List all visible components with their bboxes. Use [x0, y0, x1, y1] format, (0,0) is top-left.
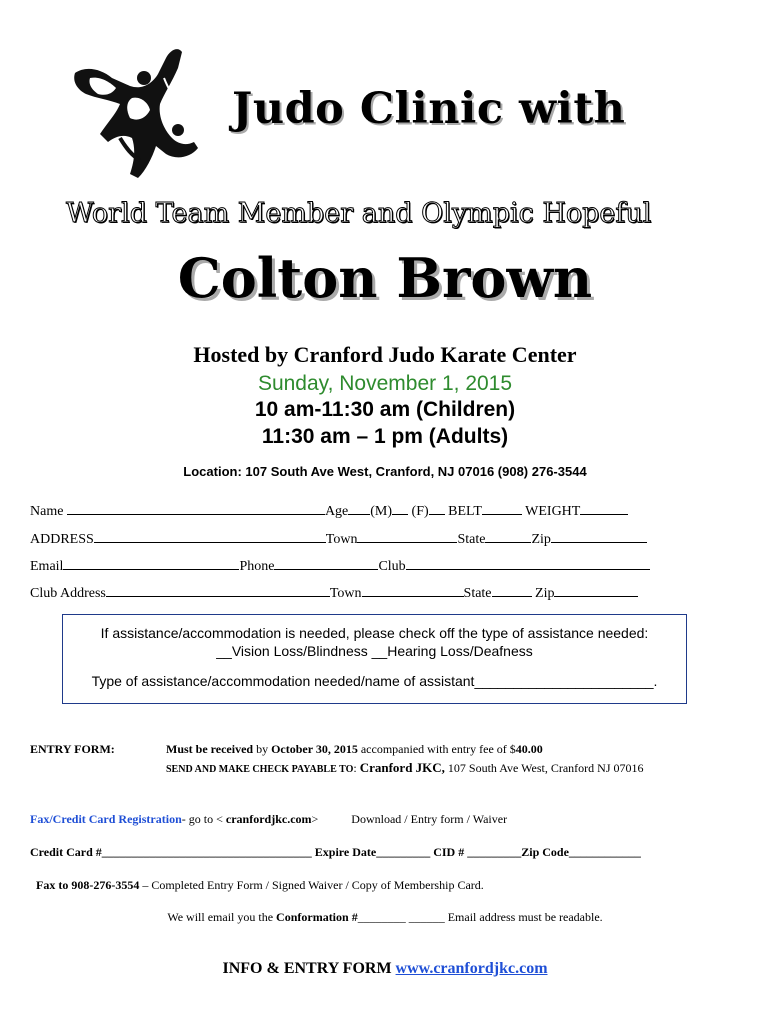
entry-fee: 40.00: [515, 742, 543, 756]
town-label: Town: [325, 532, 358, 547]
form-row-name: [30, 502, 628, 520]
entry-accompanied: accompanied with entry fee of $: [357, 742, 516, 756]
email-label: Email: [30, 559, 64, 574]
assistance-box: [62, 614, 687, 704]
time-children: 10 am-11:30 am (Children): [254, 398, 516, 421]
fax-number: Fax to 908-276-3554: [36, 878, 140, 892]
fax-row: [36, 878, 484, 893]
assistance-line2[interactable]: __Vision Loss/Blindness __Hearing Loss/Deafness: [216, 643, 533, 659]
event-date: Sunday, November 1, 2015: [257, 372, 513, 395]
entry-form-label: ENTRY FORM:: [30, 742, 115, 756]
send-payable: SEND AND MAKE CHECK PAYABLE TO: [166, 764, 354, 775]
name-field[interactable]: [67, 502, 325, 515]
credit-card-row: [30, 845, 641, 860]
club-address-label: Club Address: [30, 586, 106, 601]
club-label: Club: [378, 559, 406, 574]
payable-colon: :: [353, 761, 360, 775]
club-state-label: State: [463, 586, 492, 601]
zip-code-field[interactable]: Zip Code____________: [521, 845, 641, 859]
payee-address: 107 South Ave West, Cranford NJ 07016: [444, 761, 644, 775]
form-row-address: [30, 530, 647, 548]
fax-rest: – Completed Entry Form / Signed Waiver / Copy of Membership Card.: [139, 878, 484, 892]
info-entry: [0, 960, 770, 978]
name-label: Name: [30, 504, 64, 519]
state-label: State: [457, 532, 486, 547]
belt-label: BELT: [448, 504, 482, 519]
weight-label: WEIGHT: [525, 504, 581, 519]
town-field[interactable]: [357, 530, 457, 543]
state-field[interactable]: [485, 530, 531, 543]
title-line2: World Team Member and Olympic Hopeful: [66, 198, 652, 229]
phone-field[interactable]: [274, 557, 378, 570]
assistance-line1: If assistance/accommodation is needed, please check off the type of assistance needed:: [100, 625, 649, 641]
address-label: ADDRESS: [30, 532, 94, 547]
title-line3: Colton Brown: [177, 246, 593, 310]
fax-registration: [30, 812, 507, 827]
cid-field[interactable]: CID # _________: [430, 845, 522, 859]
zip-label: Zip: [531, 532, 551, 547]
club-town-label: Town: [329, 586, 362, 601]
hosted-by: Hosted by Cranford Judo Karate Center: [193, 342, 577, 367]
entry-payable: [166, 760, 644, 776]
club-zip-field[interactable]: [554, 584, 638, 597]
fax-reg-close: >: [311, 812, 319, 826]
address-field[interactable]: [94, 530, 326, 543]
location: Location: 107 South Ave West, Cranford, NJ 07016 (908) 276-3544: [183, 464, 587, 479]
email-note-pre: We will email you the: [167, 910, 277, 924]
must-received: Must be received: [166, 742, 254, 756]
entry-deadline-date: October 30, 2015: [271, 742, 358, 756]
info-label: INFO & ENTRY FORM: [222, 960, 396, 977]
club-town-field[interactable]: [362, 584, 464, 597]
expire-field[interactable]: Expire Date_________: [311, 845, 431, 859]
age-label: Age: [324, 504, 349, 519]
form-row-email: [30, 557, 650, 575]
email-field[interactable]: [63, 557, 239, 570]
fax-reg-download[interactable]: Download / Entry form / Waiver: [351, 812, 508, 826]
f-label: (F): [411, 504, 429, 519]
form-row-club-address: [30, 584, 638, 602]
email-note-conf: Conformation #: [276, 910, 358, 924]
assistance-line3[interactable]: Type of assistance/accommodation needed/name of assistant_______________________.: [91, 673, 658, 689]
title-line1: Judo Clinic with: [232, 84, 626, 134]
m-field[interactable]: [392, 502, 408, 515]
age-field[interactable]: [348, 502, 370, 515]
zip-field[interactable]: [551, 530, 647, 543]
credit-card-field[interactable]: Credit Card #___________________________________: [30, 845, 312, 859]
weight-field[interactable]: [580, 502, 628, 515]
fax-reg-label: Fax/Credit Card Registration: [30, 812, 182, 826]
phone-label: Phone: [239, 559, 275, 574]
payee: Cranford JKC,: [359, 760, 445, 775]
belt-field[interactable]: [482, 502, 522, 515]
info-link[interactable]: www.cranfordjkc.com: [395, 960, 548, 977]
club-address-field[interactable]: [106, 584, 330, 597]
m-label: (M): [370, 504, 393, 519]
entry-deadline: [166, 742, 543, 757]
fax-reg-goto: - go to <: [181, 812, 226, 826]
judo-throw-logo: [60, 38, 210, 188]
club-field[interactable]: [406, 557, 650, 570]
email-note-post: ________ ______ Email address must be readable.: [357, 910, 603, 924]
entry-by: by: [253, 742, 272, 756]
fax-reg-site[interactable]: cranfordjkc.com: [225, 812, 312, 826]
f-field[interactable]: [429, 502, 445, 515]
time-adults: 11:30 am – 1 pm (Adults): [261, 425, 509, 448]
club-zip-label: Zip: [535, 586, 555, 601]
email-note: [0, 910, 770, 925]
club-state-field[interactable]: [492, 584, 532, 597]
